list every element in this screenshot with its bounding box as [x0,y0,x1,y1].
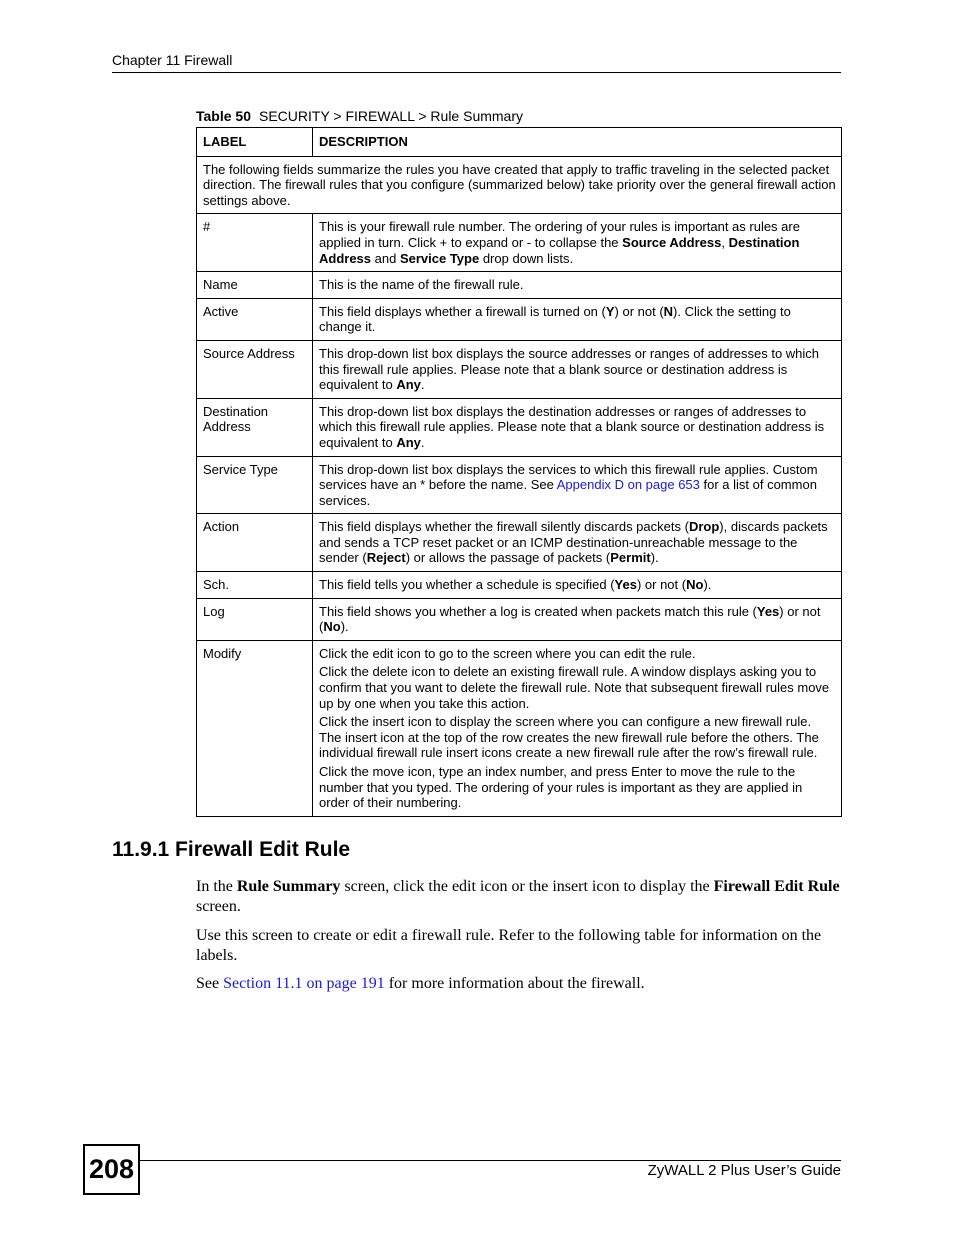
table-caption-text: SECURITY > FIREWALL > Rule Summary [259,108,523,124]
row-description: This drop-down list box displays the services to which this firewall rule applies. Custom services have an * before the name. See Appendix D on page 653 for a list of common services. [313,456,842,514]
table-row [197,398,842,456]
table-row [197,640,842,816]
row-label: # [197,214,313,272]
table-intro: The following fields summarize the rules you have created that apply to traffic traveling in the selected packet direction. The firewall rules that you configure (summarized below) take priority over the general firewall action settings above. [197,156,842,214]
table-row [197,272,842,299]
col-label-header: LABEL [197,128,313,157]
row-label: Sch. [197,572,313,599]
table-row [197,456,842,514]
row-label: Action [197,514,313,572]
guide-title: ZyWALL 2 Plus User’s Guide [647,1162,841,1179]
row-description: This field displays whether the firewall silently discards packets (Drop), discards packets and sends a TCP reset packet or an ICMP destination-unreachable message to the sender (Reject) or allows the passage of packets (Permit). [313,514,842,572]
row-description [313,640,842,816]
row-description: This field displays whether a firewall is turned on (Y) or not (N). Click the setting to change it. [313,298,842,340]
modify-edit-text: Click the edit icon to go to the screen where you can edit the rule. [319,645,696,661]
table-row [197,572,842,599]
section-link[interactable]: Section 11.1 on page 191 [223,975,385,992]
row-description: This drop-down list box displays the destination addresses or ranges of addresses to which this firewall rule applies. Please note that a blank source or destination address is equivalent to Any. [313,398,842,456]
row-description: This drop-down list box displays the source addresses or ranges of addresses to which this firewall rule applies. Please note that a blank source or destination address is equivalent to Any. [313,340,842,398]
rule-summary-table [196,127,842,817]
modify-move-text: Click the move icon, type an index number, and press Enter to move the rule to the number that you typed. The ordering of your rules is important as they are applied in order of their numbering. [319,764,803,811]
row-description: This field tells you whether a schedule is specified (Yes) or not (No). [313,572,842,599]
table-row [197,514,842,572]
table-row [197,214,842,272]
table-row [197,298,842,340]
row-description: This is your firewall rule number. The ordering of your rules is important as rules are applied in turn. Click + to expand or - to collapse the Source Address, Destination Address and Service Type drop down lists. [313,214,842,272]
table-caption [196,108,523,124]
appendix-link[interactable]: Appendix D on page 653 [556,477,700,493]
row-label: Log [197,598,313,640]
row-label: Name [197,272,313,299]
table-row [197,156,842,214]
row-label: Modify [197,640,313,816]
chapter-header: Chapter 11 Firewall [112,52,841,73]
table-row [197,340,842,398]
section-paragraph-2: Use this screen to create or edit a firewall rule. Refer to the following table for information on the labels. [196,927,822,964]
row-description: This is the name of the firewall rule. [313,272,842,299]
row-label: Destination Address [197,398,313,456]
table-row [197,598,842,640]
col-description-header: DESCRIPTION [313,128,842,157]
section-paragraph-1: In the Rule Summary screen, click the edit icon or the insert icon to display the Firewall Edit Rule screen. [196,878,840,915]
section-paragraph-3: See Section 11.1 on page 191 for more information about the firewall. [196,975,645,992]
modify-delete-text: Click the delete icon to delete an existing firewall rule. A window displays asking you to confirm that you want to delete the firewall rule. Note that subsequent firewall rules move up by one when you take this action. [319,664,830,711]
table-header-row [197,128,842,157]
row-description: This field shows you whether a log is created when packets match this rule (Yes) or not (No). [313,598,842,640]
row-label: Source Address [197,340,313,398]
table-caption-label: Table 50 [196,108,251,124]
page-number: 208 [83,1144,140,1195]
row-label: Active [197,298,313,340]
modify-insert-text: Click the insert icon to display the screen where you can configure a new firewall rule. The insert icon at the top of the row creates the new firewall rule before the others. The individual firewall rule insert icons create a new firewall rule after the row’s firewall rule. [319,714,819,761]
footer-divider [140,1160,841,1161]
section-heading: 11.9.1 Firewall Edit Rule [112,838,351,861]
row-label: Service Type [197,456,313,514]
